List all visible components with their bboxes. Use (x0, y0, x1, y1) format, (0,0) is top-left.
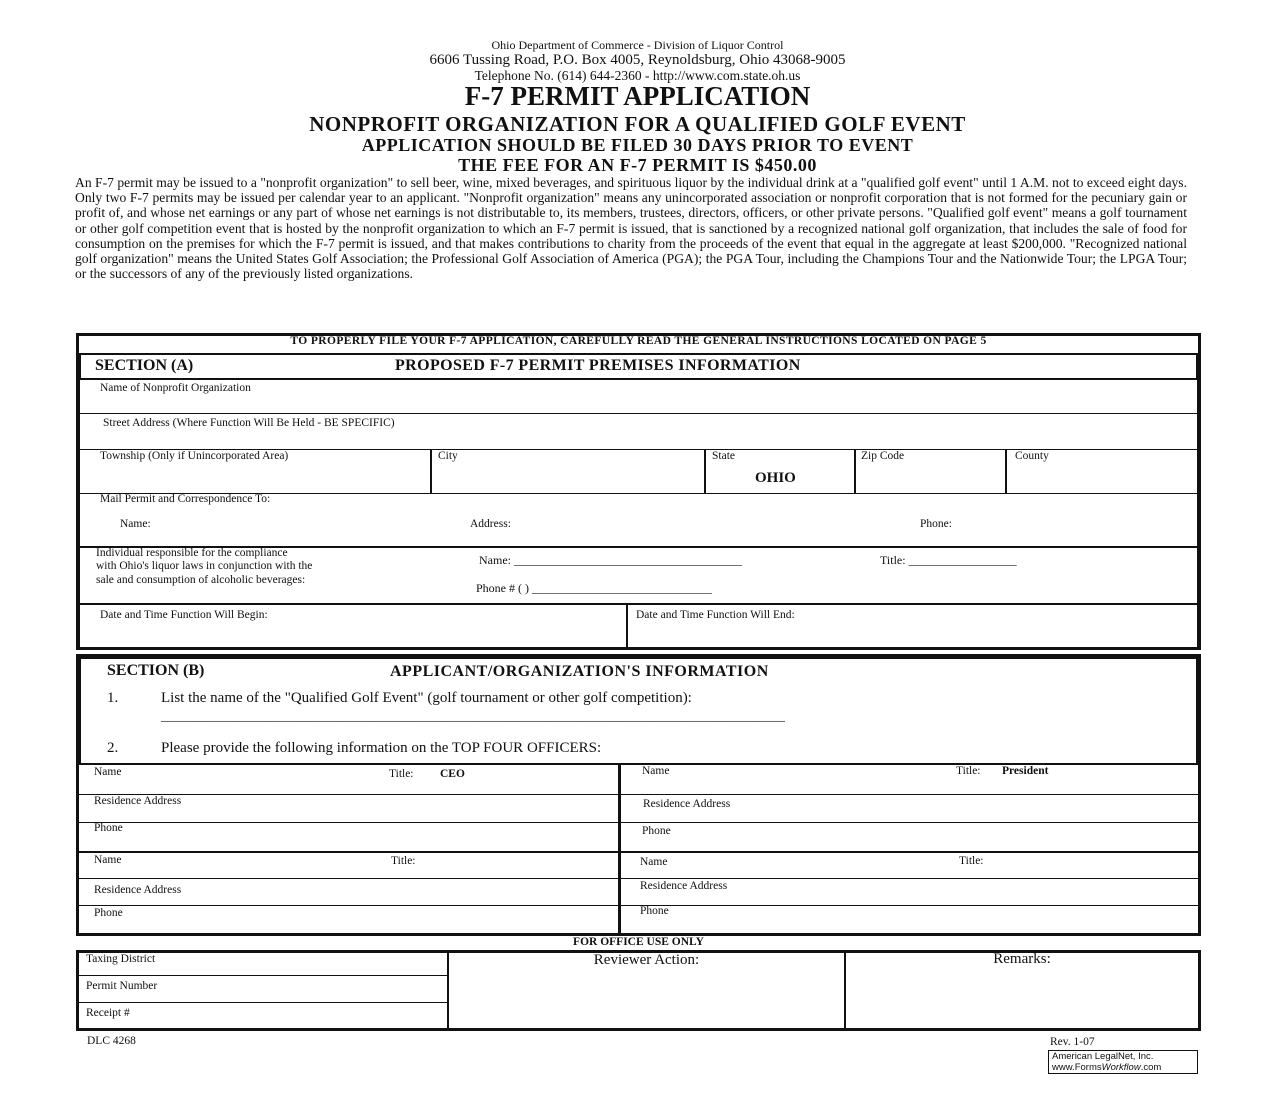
responsible-title-line[interactable]: Title: __________________ (880, 553, 1017, 567)
taxing-district-label: Taxing District (86, 953, 156, 965)
responsible-text-1: Individual responsible for the compliance (96, 547, 288, 559)
city-label: City (438, 450, 458, 462)
officer-2-name-label: Name (642, 765, 670, 777)
form-title: F-7 PERMIT APPLICATION (464, 81, 811, 111)
officer-4-residence-label: Residence Address (640, 880, 728, 892)
question-2-number: 2. (107, 740, 119, 756)
mail-name-label: Name: (120, 518, 151, 530)
publisher-url: www.FormsWorkflow.com (1052, 1061, 1162, 1073)
revision: Rev. 1-07 (1050, 1036, 1095, 1048)
officer-1-name-label: Name (94, 766, 122, 778)
state-value: OHIO (755, 470, 796, 486)
form-subtitle: NONPROFIT ORGANIZATION FOR A QUALIFIED GOLF EVENT (309, 112, 966, 136)
officer-2-phone-label: Phone (642, 825, 671, 837)
officers-grid (79, 764, 1198, 934)
responsible-phone-line[interactable]: Phone # ( ) ______________________________ (476, 581, 712, 595)
golf-event-name-line[interactable]: ________________________________________________________________________________________________ (161, 708, 785, 723)
zip-label: Zip Code (861, 450, 905, 462)
responsible-text-3: sale and consumption of alcoholic beverages: (96, 574, 306, 586)
instructions-banner: TO PROPERLY FILE YOUR F-7 APPLICATION, CAREFULLY READ THE GENERAL INSTRUCTIONS LOCATED ON PAGE 5 (290, 335, 987, 347)
officer-3-title-label: Title: (391, 855, 416, 867)
remarks-label: Remarks: (993, 951, 1051, 967)
section-a-label: SECTION (A) (95, 357, 194, 374)
officer-4-name-label: Name (640, 856, 668, 868)
section-b-title: APPLICANT/ORGANIZATION'S INFORMATION (390, 663, 769, 680)
agency-telephone: Telephone No. (614) 644-2360 - http://www.com.state.oh.us (474, 68, 801, 83)
intro-paragraph: An F-7 permit may be issued to a "nonprofit organization" to sell beer, wine, mixed beverages, and spirituous liquor by the individual drink at a "qualified golf event" until 1 A.M. not to exceed eight days. Only two F-7 permits may be issued per calendar year to an applicant. "Nonprofit organization" means any unincorporated association or nonprofit corporation that is not formed for the pecuniary gain or profit of, and whose net earnings or any part of whose net earnings is not distributable to, its members, trustees, directors, officers, or other private persons. "Qualified golf event" means a golf tournament or other golf competition event that is hosted by the nonprofit organization to which an F-7 permit is issued, that is sanctioned by a recognized national golf organization, that includes the sale of food for consumption on the premises for which the F-7 permit is issued, and that makes contributions to charity from the proceeds of the event that equal in the aggregate at least $200,000. "Recognized national golf organization" means the United States Golf Association; the Professional Golf Association of America (PGA); the PGA Tour, including the Champions Tour and the Nationwide Tour; the LPGA Tour; or the successors of any of the previously listed organizations. (75, 175, 1187, 282)
end-date-label: Date and Time Function Will End: (636, 609, 795, 621)
officer-3-name-label: Name (94, 854, 122, 866)
filing-notice: APPLICATION SHOULD BE FILED 30 DAYS PRIOR TO EVENT (361, 135, 914, 155)
responsible-name-line[interactable]: Name: ______________________________________ (479, 553, 742, 567)
officer-3-phone-label: Phone (94, 907, 123, 919)
fee-notice: THE FEE FOR AN F-7 PERMIT IS $450.00 (458, 155, 817, 175)
county-label: County (1015, 450, 1049, 462)
question-1-text: List the name of the "Qualified Golf Event" (golf tournament or other golf competition): (161, 690, 692, 706)
responsible-text-2: with Ohio's liquor laws in conjunction with the (96, 560, 313, 572)
agency-name: Ohio Department of Commerce - Division of Liquor Control (491, 38, 784, 52)
city-field[interactable] (430, 449, 706, 494)
permit-number-label: Permit Number (86, 980, 158, 992)
street-address-label: Street Address (Where Function Will Be Held - BE SPECIFIC) (103, 417, 395, 429)
mail-address-label: Address: (470, 518, 511, 530)
officer-2-title-value: President (1002, 765, 1049, 777)
officer-2-title-label: Title: (956, 765, 981, 777)
agency-address: 6606 Tussing Road, P.O. Box 4005, Reynoldsburg, Ohio 43068-9005 (429, 52, 846, 68)
officer-4-title-label: Title: (959, 855, 984, 867)
officer-1-residence-label: Residence Address (94, 795, 182, 807)
publisher-name: American LegalNet, Inc. (1052, 1051, 1154, 1062)
officer-1-title-value: CEO (440, 768, 465, 780)
mail-to-label: Mail Permit and Correspondence To: (100, 493, 271, 505)
officer-1-title-label: Title: (389, 768, 414, 780)
state-label: State (712, 450, 735, 462)
township-label: Township (Only if Unincorporated Area) (100, 450, 289, 462)
section-b-label: SECTION (B) (107, 662, 205, 679)
question-1-number: 1. (107, 690, 119, 706)
form-number: DLC 4268 (87, 1035, 136, 1047)
question-2-text: Please provide the following information on the TOP FOUR OFFICERS: (161, 740, 602, 756)
org-name-label: Name of Nonprofit Organization (100, 382, 251, 394)
mail-phone-label: Phone: (920, 518, 952, 530)
office-use-heading: FOR OFFICE USE ONLY (573, 936, 704, 948)
reviewer-action-label: Reviewer Action: (593, 952, 700, 968)
receipt-label: Receipt # (86, 1007, 130, 1019)
officer-1-phone-label: Phone (94, 822, 123, 834)
officer-3-residence-label: Residence Address (94, 884, 182, 896)
officer-4-phone-label: Phone (640, 905, 669, 917)
section-a-title: PROPOSED F-7 PERMIT PREMISES INFORMATION (395, 357, 801, 374)
begin-date-label: Date and Time Function Will Begin: (100, 609, 268, 621)
officer-2-residence-label: Residence Address (643, 798, 731, 810)
publisher-badge (1048, 1050, 1198, 1074)
